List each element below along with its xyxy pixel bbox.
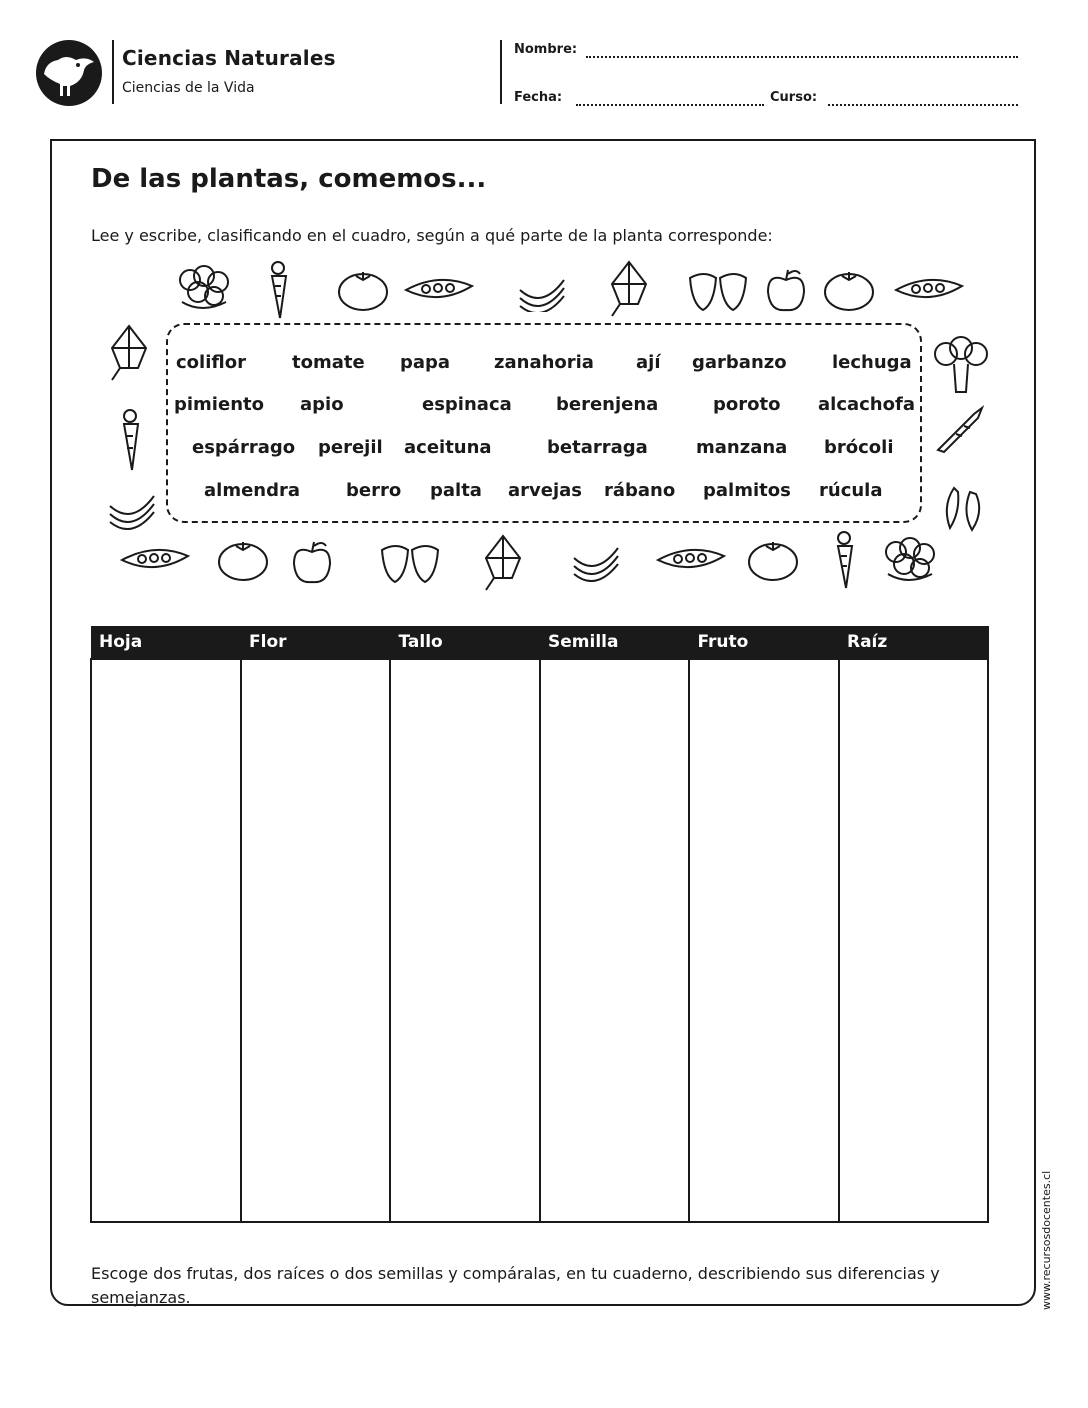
word-berro: berro <box>346 480 402 501</box>
carrot-icon <box>114 408 148 472</box>
banana-icon <box>516 270 568 312</box>
tomato-icon <box>822 268 876 312</box>
tomato-icon <box>216 538 270 582</box>
nombre-field[interactable] <box>586 56 1018 58</box>
word-alcachofa: alcachofa <box>818 394 915 415</box>
header-divider <box>112 40 114 104</box>
word-arvejas: arvejas <box>508 480 582 501</box>
peapod-icon <box>656 546 726 574</box>
peapod-icon <box>120 546 190 574</box>
word-betarraga: betarraga <box>547 437 648 458</box>
peapod-icon <box>404 276 474 304</box>
cell-flor[interactable] <box>241 659 391 1222</box>
word-espinaca: espinaca <box>422 394 512 415</box>
peapod-icon <box>894 276 964 304</box>
col-tallo: Tallo <box>390 626 540 659</box>
word-apio: apio <box>300 394 344 415</box>
word-rabano: rábano <box>604 480 676 501</box>
carrot-icon <box>262 260 296 320</box>
tomato-icon <box>336 268 390 312</box>
fecha-field[interactable] <box>576 104 764 106</box>
col-raiz: Raíz <box>839 626 989 659</box>
word-tomate: tomate <box>292 352 365 373</box>
word-aceituna: aceituna <box>404 437 492 458</box>
word-perejil: perejil <box>318 437 383 458</box>
word-garbanzo: garbanzo <box>692 352 787 373</box>
subject-title: Ciencias Naturales <box>122 46 336 70</box>
carrot-icon <box>828 530 862 592</box>
broccoli-icon <box>930 334 992 396</box>
col-flor: Flor <box>241 626 391 659</box>
bird-logo-icon <box>36 40 102 106</box>
table-header-row <box>91 626 988 659</box>
word-almendra: almendra <box>204 480 301 501</box>
worksheet-instruction: Lee y escribe, clasificando en el cuadro, según a qué parte de la planta corresponde: <box>91 226 773 245</box>
cell-hoja[interactable] <box>91 659 241 1222</box>
cell-semilla[interactable] <box>540 659 690 1222</box>
table-row <box>91 659 988 1222</box>
cauliflower-icon <box>172 262 236 314</box>
tomato-icon <box>746 538 800 582</box>
chili-icon <box>940 482 990 532</box>
strawberry-icon <box>378 536 442 584</box>
apple-icon <box>764 266 808 314</box>
word-rucula: rúcula <box>819 480 883 501</box>
word-pimiento: pimiento <box>174 394 264 415</box>
header-divider-right <box>500 40 502 104</box>
col-fruto: Fruto <box>689 626 839 659</box>
banana-icon <box>570 538 622 582</box>
classification-table <box>90 626 989 1223</box>
strawberry-icon <box>686 264 750 312</box>
artichoke-icon <box>104 322 154 384</box>
side-url: www.recursosdocentes.cl <box>1040 1170 1053 1310</box>
word-berenjena: berenjena <box>556 394 659 415</box>
word-palmitos: palmitos <box>703 480 791 501</box>
nombre-label: Nombre: <box>514 42 578 57</box>
word-lechuga: lechuga <box>832 352 912 373</box>
word-palta: palta <box>430 480 482 501</box>
footer-instruction: Escoge dos frutas, dos raíces o dos semillas y compáralas, en tu cuaderno, describiendo sus diferencias y semejanzas. <box>91 1264 940 1307</box>
col-semilla: Semilla <box>540 626 690 659</box>
apple-icon <box>290 538 334 586</box>
worksheet-title: De las plantas, comemos... <box>91 164 487 194</box>
asparagus-icon <box>934 404 986 454</box>
word-esparrago: espárrago <box>192 437 296 458</box>
word-coliflor: coliflor <box>176 352 246 373</box>
word-papa: papa <box>400 352 451 373</box>
col-hoja: Hoja <box>91 626 241 659</box>
artichoke-icon <box>604 258 654 320</box>
cauliflower-icon <box>878 534 942 586</box>
fecha-label: Fecha: <box>514 90 563 105</box>
word-manzana: manzana <box>696 437 788 458</box>
curso-label: Curso: <box>770 90 818 105</box>
subject-subtitle: Ciencias de la Vida <box>122 80 255 96</box>
cell-raiz[interactable] <box>839 659 989 1222</box>
curso-field[interactable] <box>828 104 1018 106</box>
word-poroto: poroto <box>713 394 781 415</box>
cell-fruto[interactable] <box>689 659 839 1222</box>
word-zanahoria: zanahoria <box>494 352 594 373</box>
artichoke-icon <box>478 532 528 594</box>
word-brocoli: brócoli <box>824 437 894 458</box>
cell-tallo[interactable] <box>390 659 540 1222</box>
banana-icon <box>106 486 158 530</box>
word-aji: ají <box>636 352 661 373</box>
